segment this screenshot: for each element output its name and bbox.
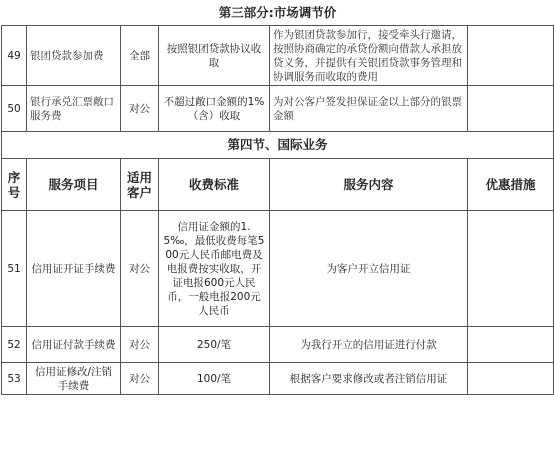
row-standard: 250/笔 [159,327,270,363]
row-seq: 53 [2,363,27,395]
header-seq: 序号 [2,159,27,211]
row-discount [468,363,554,395]
row-standard: 不超过敞口金额的1%（含）收取 [159,86,270,132]
table-row [2,327,554,363]
row-content: 作为银团贷款参加行，接受牵头行邀请，按照协商确定的承贷份额向借款人承担放贷义务，并提供有关银团贷款事务管理和协调服务而收取的费用 [270,26,468,86]
row-seq: 52 [2,327,27,363]
row-discount [468,86,554,132]
section3-title: 第三部分:市场调节价 [2,0,554,26]
header-content: 服务内容 [270,159,468,211]
row-standard: 按照银团贷款协议收取 [159,26,270,86]
row-item: 信用证付款手续费 [27,327,121,363]
row-client: 对公 [121,86,159,132]
row-seq: 49 [2,26,27,86]
row-discount [468,211,554,327]
row-client: 对公 [121,211,159,327]
table-row [2,211,554,327]
fee-schedule-page [1,0,553,395]
row-content: 根据客户要求修改或者注销信用证 [270,363,468,395]
header-client: 适用客户 [121,159,159,211]
row-client: 对公 [121,363,159,395]
row-content: 为我行开立的信用证进行付款 [270,327,468,363]
row-discount [468,327,554,363]
row-item: 银行承兑汇票敞口服务费 [27,86,121,132]
header-standard: 收费标准 [159,159,270,211]
row-standard: 信用证金额的1.5‰，最低收费每笔500元人民币邮电费及电报费按实收取，开证电报600元人民币，一般电报200元人民币 [159,211,270,327]
table-row [2,363,554,395]
row-item: 银团贷款参加费 [27,26,121,86]
row-discount [468,26,554,86]
row-seq: 51 [2,211,27,327]
row-seq: 50 [2,86,27,132]
row-content: 为客户开立信用证 [270,211,468,327]
row-item: 信用证修改/注销手续费 [27,363,121,395]
header-item: 服务项目 [27,159,121,211]
row-client: 对公 [121,327,159,363]
row-content: 为对公客户签发担保证金以上部分的银票金额 [270,86,468,132]
header-discount: 优惠措施 [468,159,554,211]
row-standard: 100/笔 [159,363,270,395]
row-client: 全部 [121,26,159,86]
header-row [2,159,554,211]
fee-table [1,0,554,395]
section4-title: 第四节、国际业务 [2,132,554,159]
table-row [2,86,554,132]
row-item: 信用证开证手续费 [27,211,121,327]
table-row [2,26,554,86]
